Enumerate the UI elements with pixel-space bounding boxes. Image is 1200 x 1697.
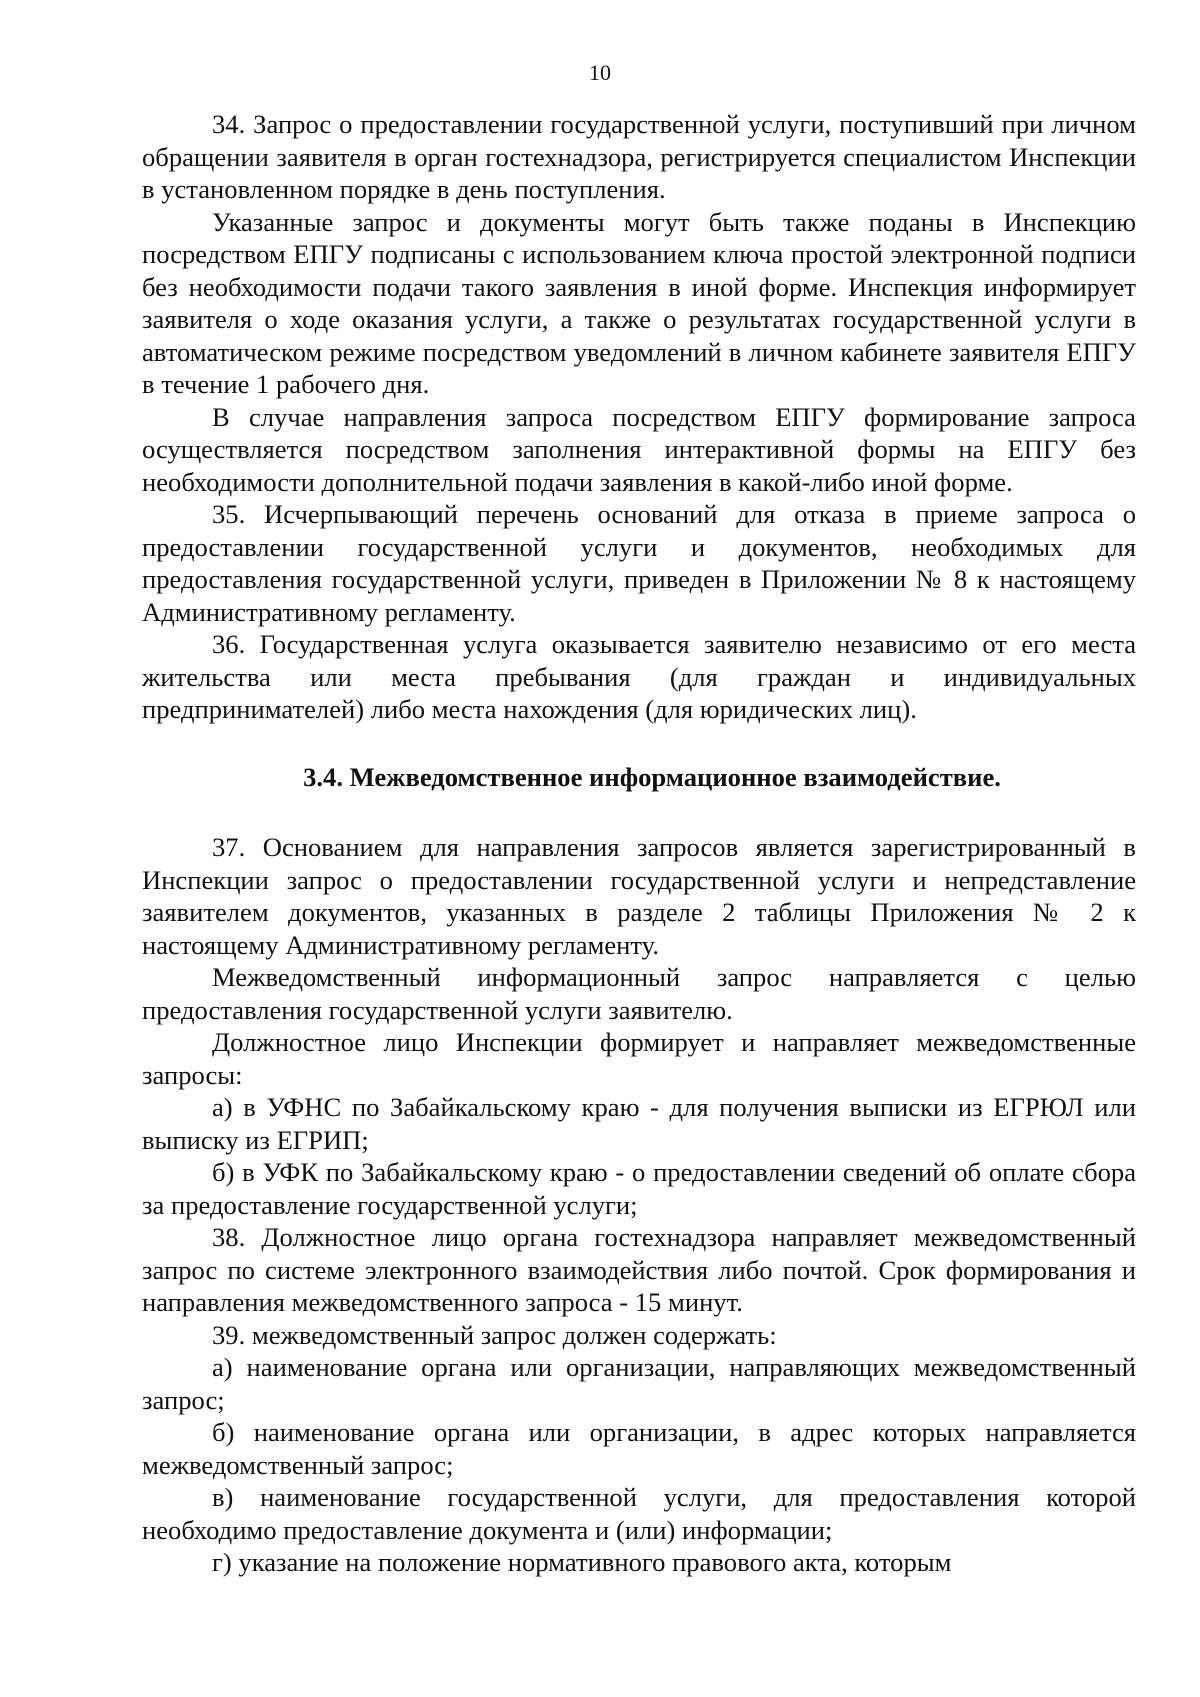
paragraph-34-epgu-submission: Указанные запрос и документы могут быть также поданы в Инспекцию посредством ЕПГУ подписаны с использованием ключа простой электронной подписи без необходимости подачи такого заявления в иной форме. Инспекция информирует заявителя о ходе оказания услуги, а также о результатах государственной услуги в автоматическом режиме посредством уведомлений в личном кабинете заявителя ЕПГУ в течение 1 рабочего дня.: [142, 206, 1136, 399]
paragraph-37-purpose: Межведомственный информационный запрос направляется с целью предоставления государственной услуги заявителю.: [142, 962, 1136, 1025]
paragraph-34-epgu-form: В случае направления запроса посредством ЕПГУ формирование запроса осуществляется посредством заполнения интерактивной формы на ЕПГУ без необходимости дополнительной подачи заявления в какой-либо иной форме.: [142, 401, 1136, 497]
list-item-g-legal-act: г) указание на положение нормативного правового акта, которым: [212, 1547, 952, 1577]
paragraph-38: 38. Должностное лицо органа гостехнадзора направляет межведомственный запрос по системе электронного взаимодействия либо почтой. Срок формирования и направления межведомственного запроса - 15 минут.: [142, 1222, 1136, 1317]
page-number: 10: [589, 60, 611, 85]
paragraph-39: 39. межведомственный запрос должен содержать:: [212, 1319, 777, 1350]
paragraph-35: 35. Исчерпывающий перечень оснований для отказа в приеме запроса о предоставлении государственной услуги и документов, необходимых для предоставления государственной услуги, приведен в Приложении № 8 к настоящему Административному регламенту.: [142, 499, 1136, 627]
list-item-v-service-name: в) наименование государственной услуги, для предоставления которой необходимо предоставление документа и (или) информации;: [142, 1482, 1136, 1545]
list-item-a-sender: а) наименование органа или организации, направляющих межведомственный запрос;: [142, 1352, 1136, 1415]
document-body: [142, 108, 1136, 1579]
list-item-a-ufns: а) в УФНС по Забайкальскому краю - для получения выписки из ЕГРЮЛ или выписку из ЕГРИП;: [142, 1092, 1136, 1155]
paragraph-34: 34. Запрос о предоставлении государственной услуги, поступивший при личном обращении заявителя в орган гостехнадзора, регистрируется специалистом Инспекции в установленном порядке в день поступления.: [142, 109, 1136, 204]
paragraph-36: 36. Государственная услуга оказывается заявителю независимо от его места жительства или места пребывания (для граждан и индивидуальных предпринимателей) либо места нахождения (для юридических лиц).: [142, 629, 1136, 724]
list-item-b-recipient: б) наименование органа или организации, в адрес которых направляется межведомственный запрос;: [142, 1417, 1136, 1480]
paragraph-37-requests-intro: Должностное лицо Инспекции формирует и направляет межведомственные запросы:: [142, 1027, 1136, 1090]
list-item-b-ufk: б) в УФК по Забайкальскому краю - о предоставлении сведений об оплате сбора за предоставление государственной услуги;: [142, 1157, 1136, 1220]
paragraph-37: 37. Основанием для направления запросов является зарегистрированный в Инспекции запрос о предоставлении государственной услуги и непредставление заявителем документов, указанных в разделе 2 таблицы Приложения № 2 к настоящему Административному регламенту.: [142, 832, 1136, 960]
section-heading: 3.4. Межведомственное информационное взаимодействие.: [303, 761, 1001, 792]
